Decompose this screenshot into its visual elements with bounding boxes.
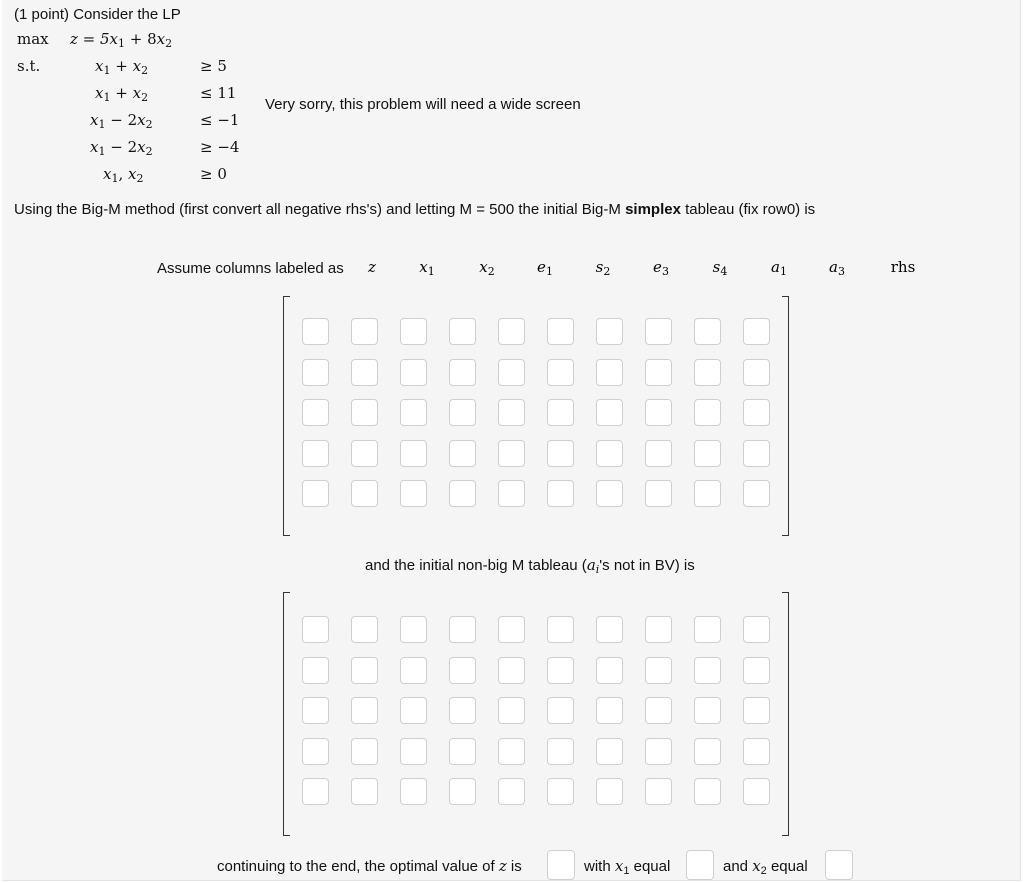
x1-value-input[interactable] (686, 850, 714, 880)
st-label: s.t. (17, 57, 41, 75)
column-header-0: z (368, 258, 376, 276)
nonbigm-cell-r1-c0[interactable] (302, 657, 329, 684)
nonbigm-cell-r0-c2[interactable] (400, 616, 427, 643)
nonbigm-cell-r2-c1[interactable] (351, 697, 378, 724)
nonbigm-cell-r3-c4[interactable] (498, 738, 525, 765)
bigm-cell-r1-c3[interactable] (449, 359, 476, 386)
x2-value-input[interactable] (825, 850, 853, 880)
nonbigm-cell-r2-c8[interactable] (694, 697, 721, 724)
nonbigm-cell-r1-c9[interactable] (743, 657, 770, 684)
nonbigm-cell-r3-c1[interactable] (351, 738, 378, 765)
bigm-cell-r1-c1[interactable] (351, 359, 378, 386)
bigm-cell-r4-c9[interactable] (743, 480, 770, 507)
nonbigm-cell-r2-c6[interactable] (596, 697, 623, 724)
column-header-5: $e_3$ (653, 258, 669, 278)
nonbigm-cell-r3-c8[interactable] (694, 738, 721, 765)
nonbigm-cell-r1-c4[interactable] (498, 657, 525, 684)
nonbigm-cell-r0-c3[interactable] (449, 616, 476, 643)
bigm-cell-r2-c6[interactable] (596, 399, 623, 426)
max-label: max (17, 30, 49, 48)
nonnegativity-lhs: $x_1$, $x_2$ (103, 165, 144, 185)
nonbigm-cell-r2-c4[interactable] (498, 697, 525, 724)
column-header-7: $a_1$ (771, 258, 787, 278)
bigm-cell-r0-c8[interactable] (694, 318, 721, 345)
column-header-6: $s_4$ (712, 258, 728, 278)
nonbigm-cell-r0-c4[interactable] (498, 616, 525, 643)
bigm-cell-r3-c8[interactable] (694, 440, 721, 467)
bigm-cell-r2-c3[interactable] (449, 399, 476, 426)
bigm-cell-r1-c9[interactable] (743, 359, 770, 386)
nonbigm-cell-r2-c9[interactable] (743, 697, 770, 724)
bigm-cell-r3-c3[interactable] (449, 440, 476, 467)
nonbigm-cell-r4-c3[interactable] (449, 778, 476, 805)
bigm-cell-r1-c4[interactable] (498, 359, 525, 386)
bigm-cell-r1-c0[interactable] (302, 359, 329, 386)
column-header-1: $x_1$ (419, 258, 435, 278)
optimal-z-input[interactable] (547, 850, 575, 880)
nonbigm-cell-r1-c8[interactable] (694, 657, 721, 684)
bigm-cell-r0-c9[interactable] (743, 318, 770, 345)
problem-header: (1 point) Consider the LP (14, 6, 181, 23)
bigm-cell-r2-c4[interactable] (498, 399, 525, 426)
bigm-cell-r3-c0[interactable] (302, 440, 329, 467)
bigm-cell-r3-c5[interactable] (547, 440, 574, 467)
nonbigm-cell-r2-c3[interactable] (449, 697, 476, 724)
constraint-2-lhs: $x_1 + x_2$ (95, 84, 149, 104)
bigm-cell-r1-c5[interactable] (547, 359, 574, 386)
bigm-cell-r1-c7[interactable] (645, 359, 672, 386)
bigm-cell-r0-c0[interactable] (302, 318, 329, 345)
nonbigm-cell-r0-c5[interactable] (547, 616, 574, 643)
nonbigm-cell-r0-c6[interactable] (596, 616, 623, 643)
nonbigm-cell-r3-c7[interactable] (645, 738, 672, 765)
nonbigm-cell-r0-c9[interactable] (743, 616, 770, 643)
nonbigm-cell-r4-c8[interactable] (694, 778, 721, 805)
bigm-cell-r2-c1[interactable] (351, 399, 378, 426)
bigm-cell-r3-c6[interactable] (596, 440, 623, 467)
bigm-cell-r3-c1[interactable] (351, 440, 378, 467)
optimal-z-label: continuing to the end, the optimal value of z is (217, 857, 522, 875)
constraint-1-lhs: $x_1 + x_2$ (95, 57, 149, 77)
nonbigm-cell-r3-c9[interactable] (743, 738, 770, 765)
nonbigm-cell-r1-c3[interactable] (449, 657, 476, 684)
nonbigm-cell-r4-c6[interactable] (596, 778, 623, 805)
nonbigm-cell-r1-c1[interactable] (351, 657, 378, 684)
bigm-cell-r1-c2[interactable] (400, 359, 427, 386)
constraint-1-rel: ≥ 5 (200, 57, 227, 75)
nonbigm-cell-r4-c1[interactable] (351, 778, 378, 805)
instruction-text: Using the Big-M method (first convert all negative rhs's) and letting M = 500 the initial Big-M simplex tableau (fix row0) is (14, 201, 816, 218)
nonbigm-cell-r2-c0[interactable] (302, 697, 329, 724)
nonbigm-cell-r0-c0[interactable] (302, 616, 329, 643)
nonbigm-cell-r3-c3[interactable] (449, 738, 476, 765)
nonnegativity-rel: ≥ 0 (200, 165, 227, 183)
nonbigm-cell-r1-c5[interactable] (547, 657, 574, 684)
column-header-9: rhs (890, 258, 916, 276)
x2-label: and $x_2$ equal (723, 857, 808, 877)
bigm-cell-r4-c1[interactable] (351, 480, 378, 507)
bigm-cell-r4-c4[interactable] (498, 480, 525, 507)
bigm-cell-r2-c5[interactable] (547, 399, 574, 426)
tableau1-left-bracket (283, 296, 290, 536)
bigm-cell-r0-c6[interactable] (596, 318, 623, 345)
tableau1-right-bracket (782, 296, 789, 536)
nonbigm-cell-r4-c2[interactable] (400, 778, 427, 805)
bigm-cell-r0-c3[interactable] (449, 318, 476, 345)
bigm-cell-r0-c7[interactable] (645, 318, 672, 345)
nonbigm-cell-r3-c2[interactable] (400, 738, 427, 765)
nonbigm-cell-r0-c1[interactable] (351, 616, 378, 643)
nonbigm-cell-r4-c5[interactable] (547, 778, 574, 805)
bigm-cell-r2-c0[interactable] (302, 399, 329, 426)
constraint-4-lhs: $x_1 - 2x_2$ (90, 138, 153, 158)
non-bigm-label: and the initial non-big M tableau ($a_i's$ not in BV) is (365, 556, 695, 576)
column-header-2: $x_2$ (479, 258, 495, 278)
column-header-3: $e_1$ (537, 258, 553, 278)
bigm-cell-r4-c2[interactable] (400, 480, 427, 507)
bigm-cell-r0-c1[interactable] (351, 318, 378, 345)
constraint-4-rel: ≥ −4 (200, 138, 240, 156)
nonbigm-cell-r4-c7[interactable] (645, 778, 672, 805)
nonbigm-cell-r2-c7[interactable] (645, 697, 672, 724)
bigm-cell-r3-c7[interactable] (645, 440, 672, 467)
bigm-cell-r0-c5[interactable] (547, 318, 574, 345)
nonbigm-cell-r3-c0[interactable] (302, 738, 329, 765)
bigm-cell-r0-c2[interactable] (400, 318, 427, 345)
nonbigm-cell-r4-c4[interactable] (498, 778, 525, 805)
nonbigm-cell-r0-c8[interactable] (694, 616, 721, 643)
bigm-cell-r2-c8[interactable] (694, 399, 721, 426)
nonbigm-cell-r3-c6[interactable] (596, 738, 623, 765)
bigm-cell-r4-c0[interactable] (302, 480, 329, 507)
bigm-cell-r1-c6[interactable] (596, 359, 623, 386)
bigm-cell-r3-c4[interactable] (498, 440, 525, 467)
constraint-3-lhs: $x_1 - 2x_2$ (90, 111, 153, 131)
nonbigm-cell-r0-c7[interactable] (645, 616, 672, 643)
bigm-cell-r3-c2[interactable] (400, 440, 427, 467)
bigm-cell-r4-c6[interactable] (596, 480, 623, 507)
tableau2-right-bracket (782, 592, 789, 836)
bigm-cell-r3-c9[interactable] (743, 440, 770, 467)
nonbigm-cell-r2-c2[interactable] (400, 697, 427, 724)
constraint-2-rel: ≤ 11 (200, 84, 237, 102)
nonbigm-cell-r1-c2[interactable] (400, 657, 427, 684)
bigm-cell-r4-c7[interactable] (645, 480, 672, 507)
objective-function: $z = 5x_1 + 8x_2$ (70, 30, 173, 50)
assume-columns-label: Assume columns labeled as (157, 260, 344, 277)
constraint-3-rel: ≤ −1 (200, 111, 240, 129)
column-header-4: $s_2$ (595, 258, 611, 278)
bigm-cell-r4-c8[interactable] (694, 480, 721, 507)
wide-screen-notice: Very sorry, this problem will need a wide screen (265, 96, 581, 113)
bigm-cell-r0-c4[interactable] (498, 318, 525, 345)
bigm-cell-r1-c8[interactable] (694, 359, 721, 386)
bigm-cell-r2-c2[interactable] (400, 399, 427, 426)
x1-label: with $x_1$ equal (584, 857, 671, 877)
nonbigm-cell-r1-c7[interactable] (645, 657, 672, 684)
bigm-cell-r2-c9[interactable] (743, 399, 770, 426)
column-header-8: $a_3$ (829, 258, 845, 278)
tableau2-left-bracket (283, 592, 290, 836)
bigm-cell-r4-c5[interactable] (547, 480, 574, 507)
nonbigm-cell-r1-c6[interactable] (596, 657, 623, 684)
nonbigm-cell-r4-c0[interactable] (302, 778, 329, 805)
nonbigm-cell-r3-c5[interactable] (547, 738, 574, 765)
bigm-cell-r2-c7[interactable] (645, 399, 672, 426)
nonbigm-cell-r4-c9[interactable] (743, 778, 770, 805)
nonbigm-cell-r2-c5[interactable] (547, 697, 574, 724)
bigm-cell-r4-c3[interactable] (449, 480, 476, 507)
